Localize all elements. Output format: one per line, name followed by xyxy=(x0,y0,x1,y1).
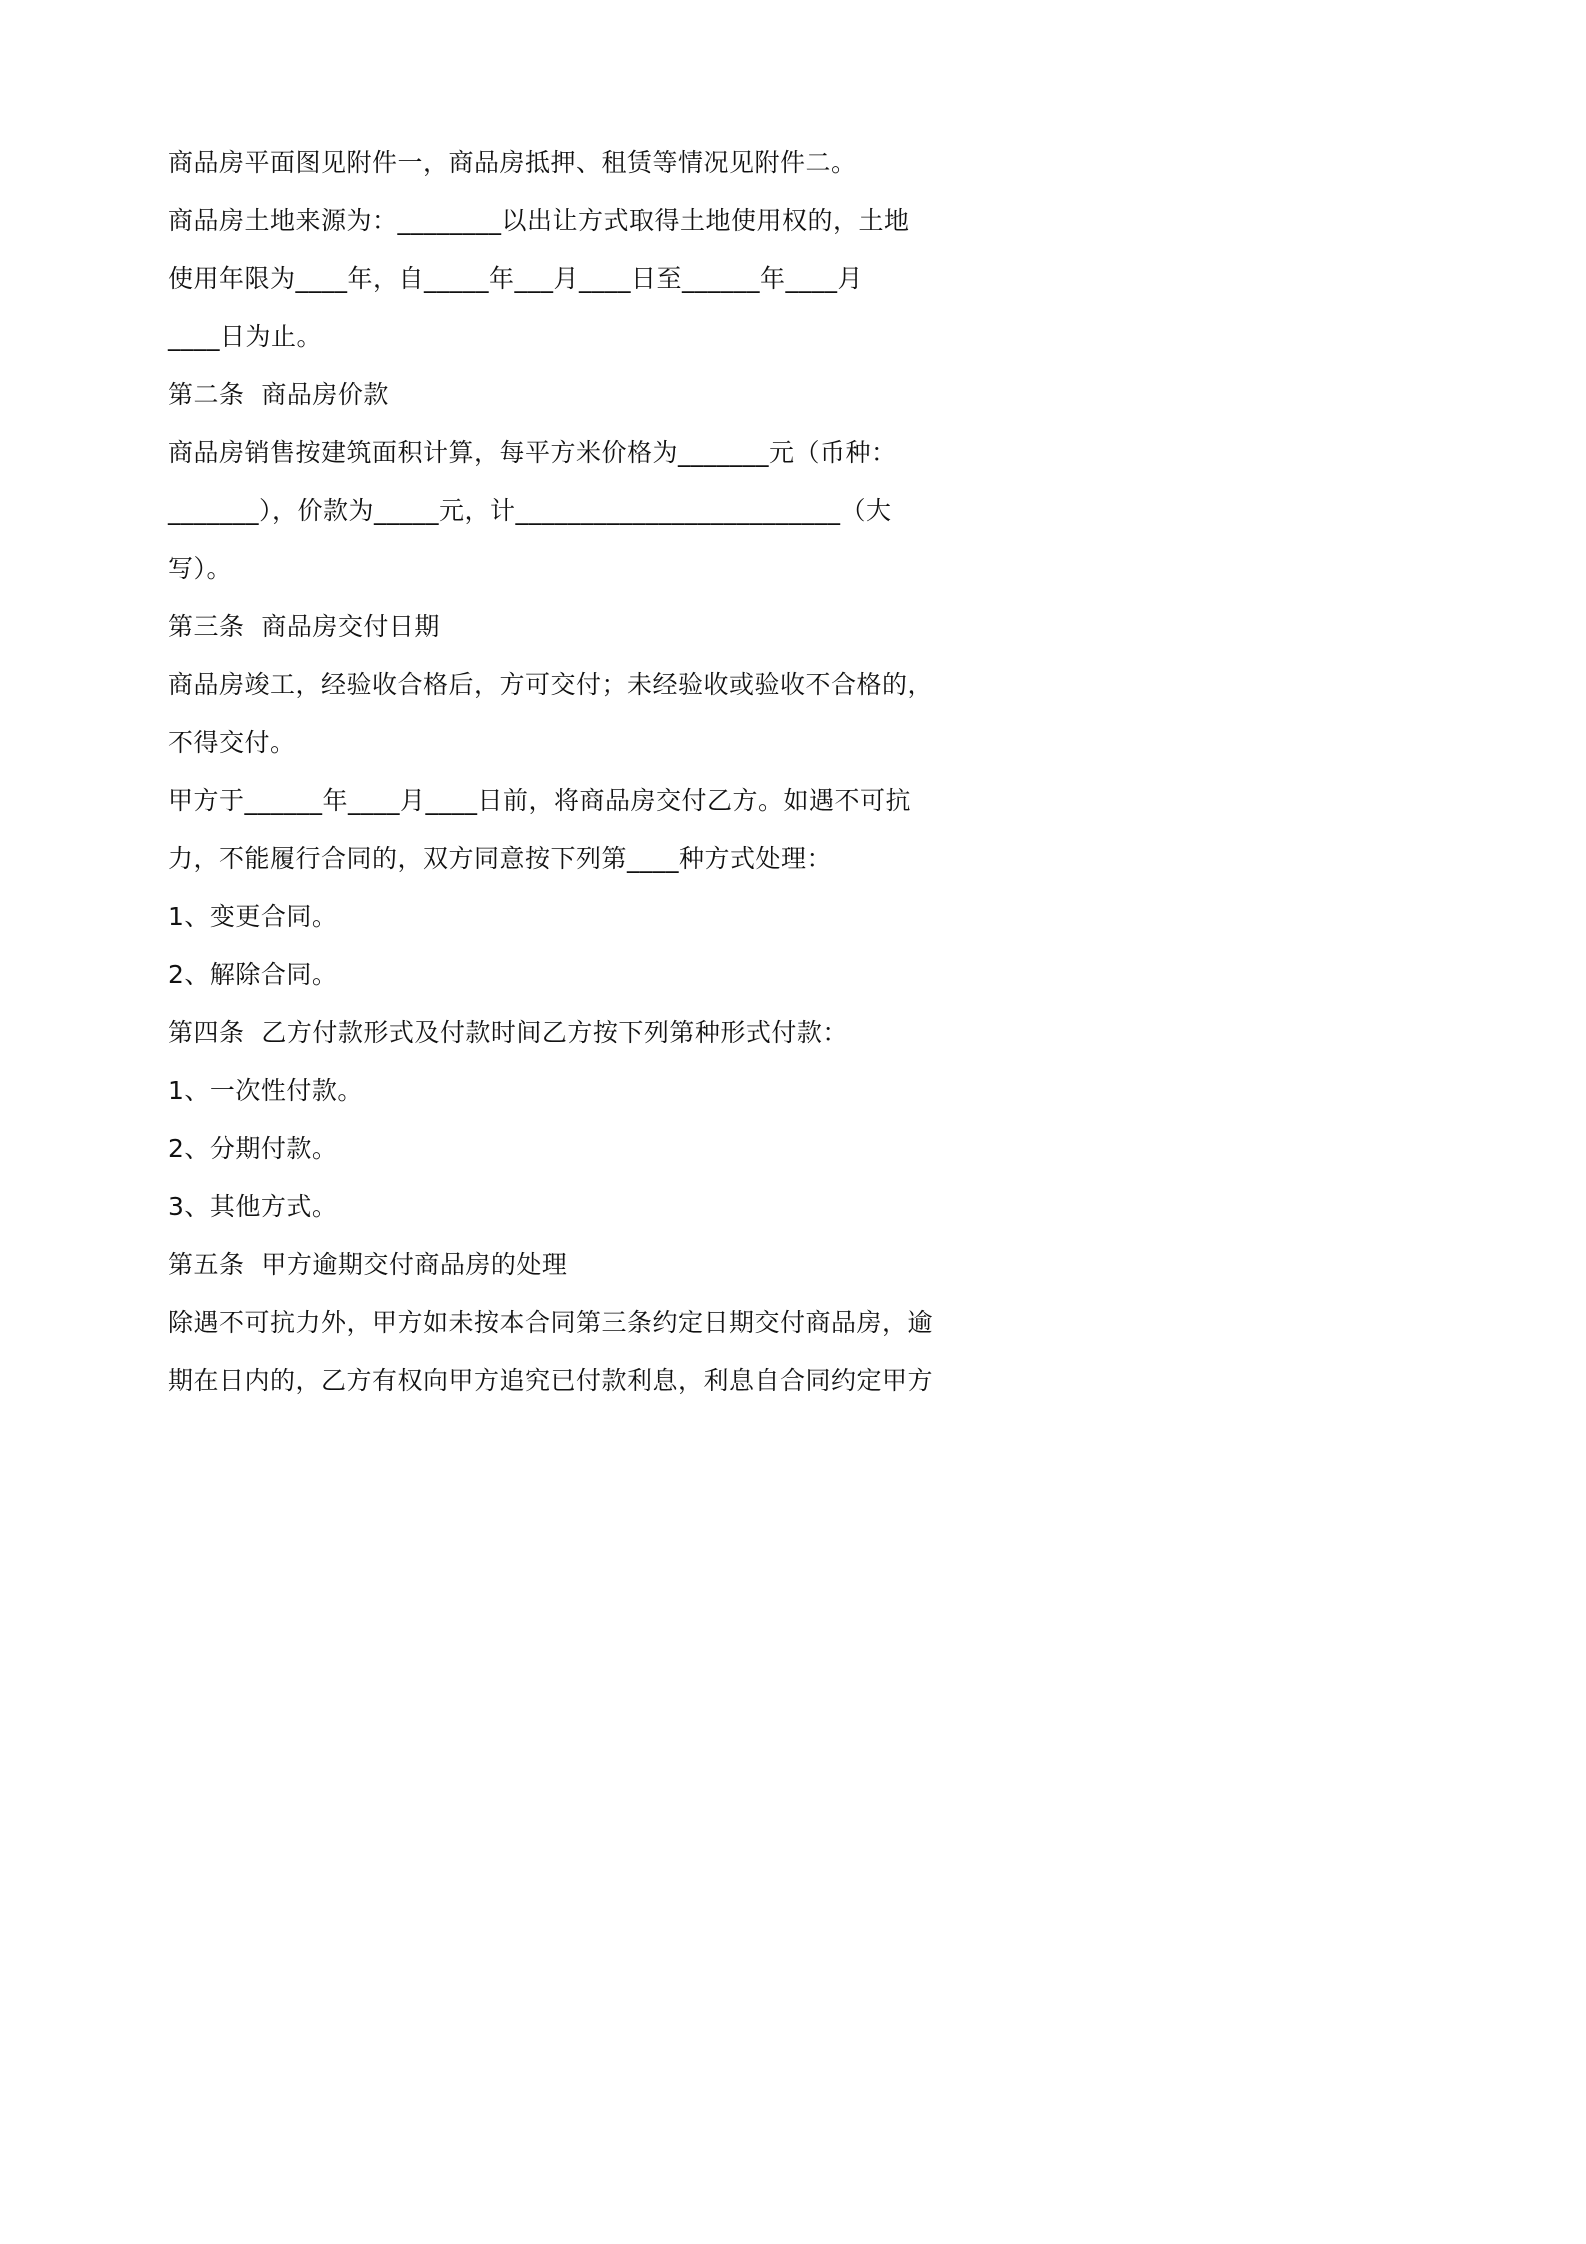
list-item: 3、其他方式。 xyxy=(168,1192,338,1221)
list-item: 1、一次性付款。 xyxy=(168,1076,363,1105)
text-line: 不得交付。 xyxy=(168,728,296,757)
text-line: 使用年限为____年，自_____年___月____日至______年____月 xyxy=(168,264,864,293)
section-heading-2: 第二条 商品房价款 xyxy=(168,380,389,409)
list-item: 2、分期付款。 xyxy=(168,1134,338,1163)
text-line: 除遇不可抗力外，甲方如未按本合同第三条约定日期交付商品房，逾 xyxy=(168,1308,934,1337)
section-heading-5: 第五条 甲方逾期交付商品房的处理 xyxy=(168,1250,568,1279)
list-item: 1、变更合同。 xyxy=(168,902,338,931)
text-line: ____日为止。 xyxy=(168,322,323,351)
text-line: 商品房平面图见附件一，商品房抵押、租赁等情况见附件二。 xyxy=(168,148,857,177)
text-line: 商品房土地来源为：________以出让方式取得土地使用权的，土地 xyxy=(168,206,910,235)
document-page xyxy=(0,0,1110,1570)
text-line: 写）。 xyxy=(168,554,233,583)
text-line: 商品房销售按建筑面积计算，每平方米价格为_______元（币种： xyxy=(168,438,897,467)
contract-text xyxy=(168,134,948,1410)
text-line: _______），价款为_____元，计_________________________（大 xyxy=(168,496,892,525)
section-heading-3: 第三条 商品房交付日期 xyxy=(168,612,440,641)
section-heading-4: 第四条 乙方付款形式及付款时间乙方按下列第种形式付款： xyxy=(168,1018,848,1047)
text-line: 商品房竣工，经验收合格后，方可交付；未经验收或验收不合格的， xyxy=(168,670,934,699)
text-line: 期在日内的，乙方有权向甲方追究已付款利息，利息自合同约定甲方 xyxy=(168,1366,934,1395)
text-line: 甲方于______年____月____日前，将商品房交付乙方。如遇不可抗 xyxy=(168,786,912,815)
list-item: 2、解除合同。 xyxy=(168,960,338,989)
text-line: 力，不能履行合同的，双方同意按下列第____种方式处理： xyxy=(168,844,833,873)
